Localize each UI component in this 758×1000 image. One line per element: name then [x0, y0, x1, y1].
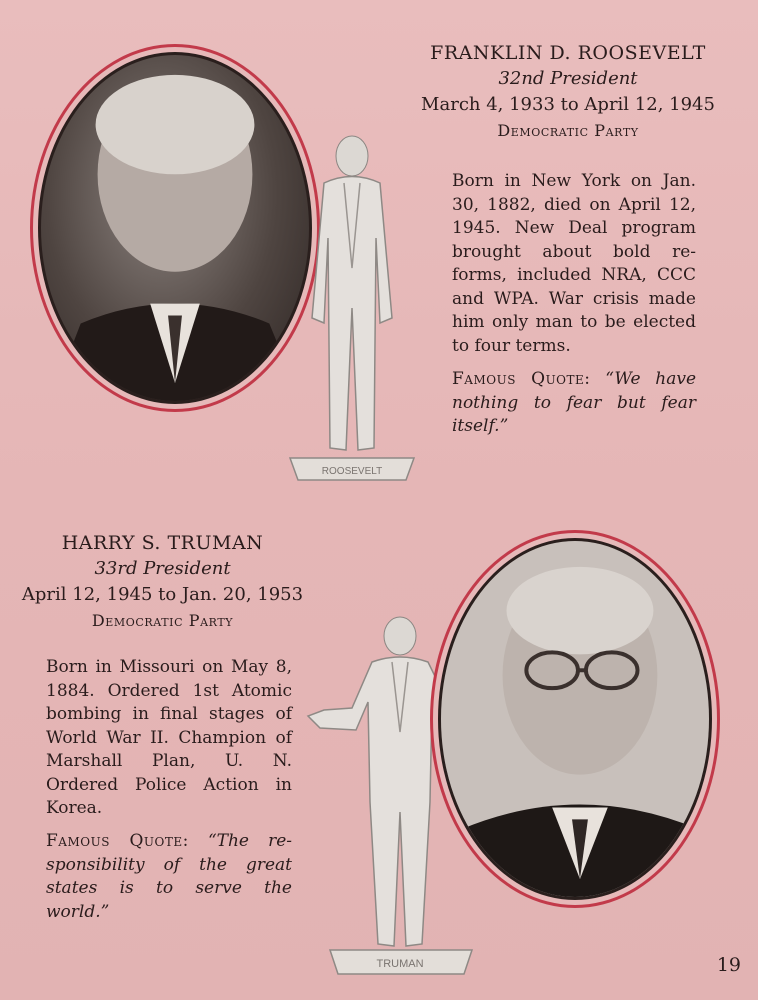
roosevelt-famous-quote	[452, 368, 696, 439]
truman-name: HARRY S. TRUMAN	[61, 532, 264, 554]
roosevelt-portrait	[30, 44, 320, 412]
roosevelt-quote-text: “We have nothing to fear but fear itself.”	[452, 369, 697, 436]
roosevelt-quote-label: Famous Quote:	[452, 369, 591, 389]
truman-rank: 33rd President	[94, 558, 231, 579]
truman-statue-base-label: TRUMAN	[376, 958, 424, 970]
roosevelt-statue-figurine	[288, 128, 416, 488]
truman-biography: Born in Missouri on May 8, 1884. Ordered 1st Atomic bombing in final stages of World War II. Champion of Marshall Plan, U. N. Ordered Police Action in Korea.	[46, 657, 292, 818]
roosevelt-heading	[418, 40, 718, 144]
truman-portrait	[430, 530, 720, 908]
truman-term-dates: April 12, 1945 to Jan. 20, 1953	[21, 584, 304, 605]
truman-heading	[10, 530, 315, 634]
roosevelt-biography: Born in New York on Jan. 30, 1882, died on April 12, 1945. New Deal program brought about bold re-forms, included NRA, CCC and WPA. War crisis made him only man to be elected to four terms.	[452, 171, 696, 356]
truman-quote-label: Famous Quote:	[46, 831, 189, 851]
roosevelt-photo	[38, 52, 312, 404]
roosevelt-statue-base-label: ROOSEVELT	[321, 466, 383, 477]
roosevelt-party: Democratic Party	[497, 121, 639, 140]
roosevelt-name: FRANKLIN D. ROOSEVELT	[430, 42, 706, 64]
truman-party: Democratic Party	[91, 611, 234, 630]
roosevelt-rank: 32nd President	[498, 68, 638, 89]
truman-quote-text: “The re-sponsibility of the great states is to serve the world.”	[46, 831, 292, 922]
truman-photo	[438, 538, 712, 900]
truman-famous-quote	[46, 830, 292, 924]
roosevelt-term-dates: March 4, 1933 to April 12, 1945	[421, 94, 715, 115]
page-number: 19	[716, 954, 741, 976]
